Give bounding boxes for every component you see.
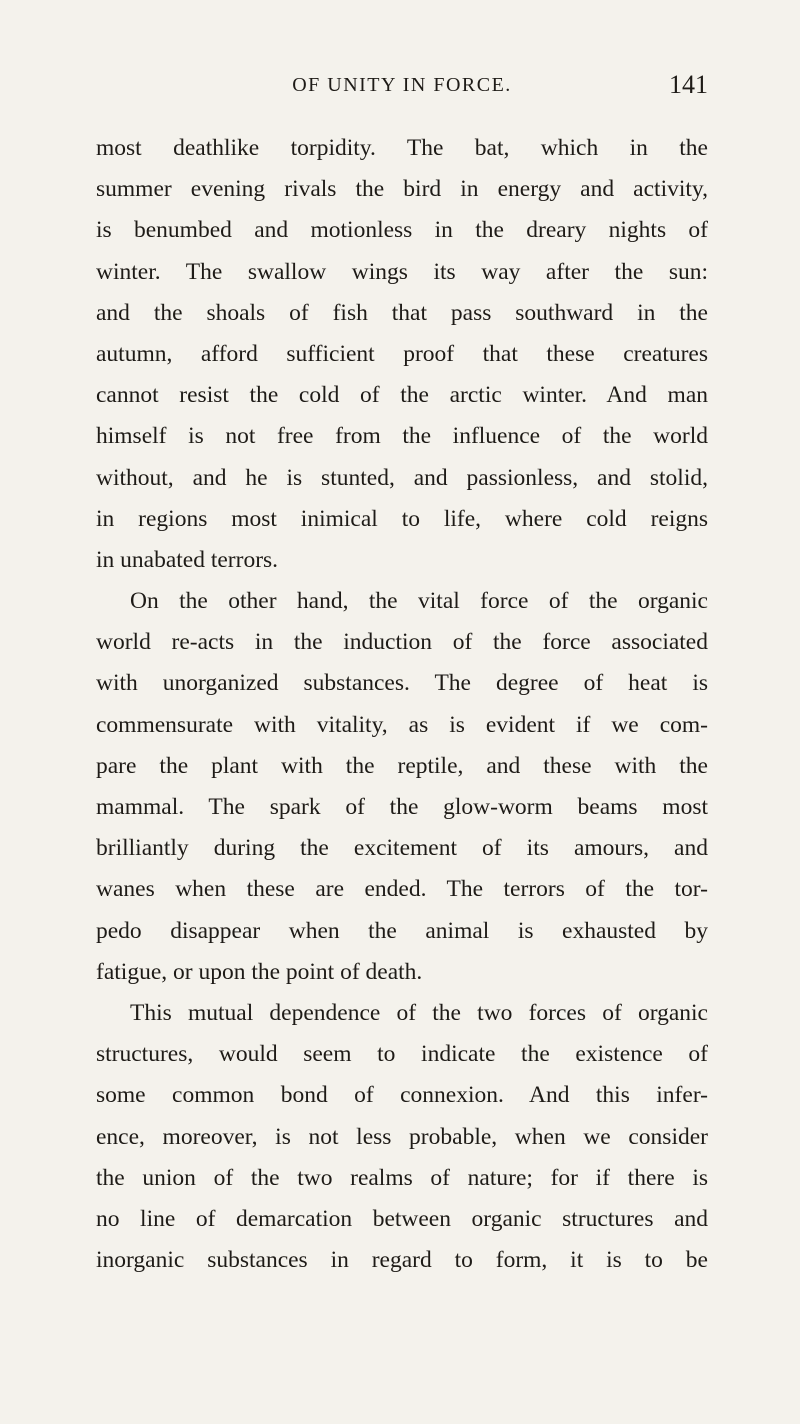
text-line: some common bond of connexion. And this infer- xyxy=(96,1082,708,1109)
text-line: brilliantly during the excitement of its amours, and xyxy=(96,835,708,862)
running-head xyxy=(96,70,708,106)
text-line: fatigue, or upon the point of death. xyxy=(96,958,423,985)
text-line: with unorganized substances. The degree of heat is xyxy=(96,670,708,697)
text-line: the union of the two realms of nature; for if there is xyxy=(96,1164,708,1191)
text-line: most deathlike torpidity. The bat, which in the xyxy=(96,135,708,161)
running-title: OF UNITY IN FORCE. xyxy=(292,74,512,96)
text-line: without, and he is stunted, and passionless, and stolid, xyxy=(96,464,708,491)
text-line: structures, would seem to indicate the existence of xyxy=(96,1041,708,1068)
text-line: pedo disappear when the animal is exhausted by xyxy=(96,917,708,944)
text-line: cannot resist the cold of the arctic winter. And man xyxy=(96,382,708,409)
text-line: no line of demarcation between organic structures and xyxy=(96,1205,708,1232)
text-line: This mutual dependence of the two forces of organic xyxy=(130,999,708,1026)
text-line: pare the plant with the reptile, and these with the xyxy=(96,752,708,779)
text-line: in unabated terrors. xyxy=(96,546,279,573)
text-line: winter. The swallow wings its way after the sun: xyxy=(96,258,708,285)
text-line: commensurate with vitality, as is evident if we com- xyxy=(96,711,708,738)
text-line: inorganic substances in regard to form, it is to be xyxy=(96,1247,708,1274)
text-line: summer evening rivals the bird in energy and activity, xyxy=(96,176,708,203)
text-line: world re-acts in the induction of the force associated xyxy=(96,629,708,656)
text-line: himself is not free from the influence of the world xyxy=(96,423,708,450)
body-text xyxy=(96,128,708,1281)
text-line: in regions most inimical to life, where cold reigns xyxy=(96,505,708,532)
text-line: mammal. The spark of the glow-worm beams most xyxy=(96,794,708,820)
text-line: is benumbed and motionless in the dreary nights of xyxy=(96,217,708,244)
text-line: On the other hand, the vital force of the organic xyxy=(130,588,708,615)
text-line: and the shoals of fish that pass southward in the xyxy=(96,299,708,326)
page-number: 141 xyxy=(669,70,708,99)
text-line: ence, moreover, is not less probable, when we consider xyxy=(96,1123,708,1150)
text-line: autumn, afford sufficient proof that these creatures xyxy=(96,340,708,367)
text-line: wanes when these are ended. The terrors of the tor- xyxy=(96,876,708,903)
